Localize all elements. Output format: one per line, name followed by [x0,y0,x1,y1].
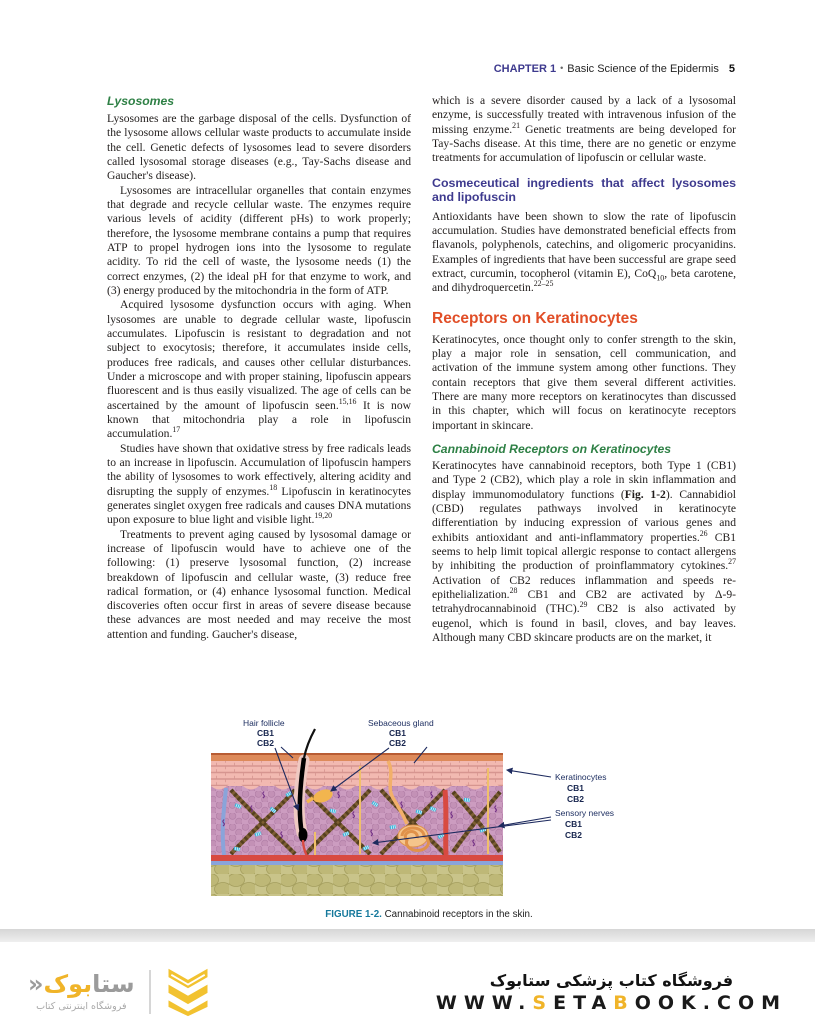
logo-text-gray: ستا [92,970,135,999]
url-segment-accent: B [613,991,635,1014]
paragraph: Keratinocytes, once thought only to confer strength to the skin, play a major role in sensation, cell communication, and activation of the immune system among other functions. They contain receptors that give them several different activities. There are many more receptors on keratinocytes than discussed in this chapter, which will focus on keratinocyte receptors important in skincare. [432,332,736,432]
logo-guillemet-mark: « [28,970,44,999]
paragraph: Lysosomes are the garbage disposal of the cells. Dysfunction of the lysosome allows cellular waste products to accumulate inside the cell. Genetic defects of lysosomes lead to severe disorders called lysosomal storage diseases (e.g., Tay-Sachs disease and Gaucher's disease). [107,112,411,183]
url-segment-accent: S [532,991,554,1014]
right-column [432,94,736,645]
footer-divider [149,970,151,1014]
label-hair-follicle: Hair follicle [243,718,285,728]
heading-receptors-on-keratinocytes: Receptors on Keratinocytes [432,309,638,327]
setabook-logo [28,972,135,1011]
setabook-logo-group [28,966,211,1018]
watermark-footer [0,960,815,1024]
page-number: 5 [728,63,735,75]
blood-vessel-red [445,790,446,855]
epidermis-layer [211,761,503,786]
label-sensory-nerves-cb2: CB2 [565,830,583,840]
url-segment: WWW. [435,991,533,1014]
store-title: فروشگاه کتاب پزشکی ستابوک [489,970,734,990]
heading-lysosomes: Lysosomes [107,94,175,108]
logo-text-yellow: بوک [43,970,93,999]
site-block [436,971,787,1014]
paragraph: Treatments to prevent aging caused by lysosomal damage or increase of lipofuscin would have to achieve one of the following: (1) preserve lysosomal function, (2) increase breakdown of lipofuscin and cellular waste, (3) reduce free radical formation, or (4) enhance lysosomal function. Medical discoveries often occur first in areas of severe disease because these advances are most needed and may receive the most attention and funding. Gaucher's disease, [107,527,411,641]
label-hair-follicle-cb1: CB1 [257,728,275,738]
figure-caption-text: Cannabinoid receptors in the skin. [381,909,533,920]
label-keratinocytes-cb1: CB1 [567,783,585,793]
label-sebaceous-gland-cb2: CB2 [389,738,407,748]
page-header [494,63,735,75]
paragraph: Keratinocytes have cannabinoid receptors, both Type 1 (CB1) and Type 2 (CB2), which play a role in skin inflammation and display immunomodulatory functions (Fig. 1-2). Cannabidiol (CBD) regulates pathways involved in keratinocyte differentiation by inducing expression of various genes and exhibits antioxidant and anti-inflammatory properties.$^{26}$ CB1 seems to help limit topical allergic response to contact allergens by inhibiting the production of proinflammatory cytokines.$^{27}$ Activation of CB2 reduces inflammation and speeds re-epithelialization.$^{28}$ CB1 and CB2 are activated by Δ-9-tetrahydrocannabinoid (THC).$^{29}$ CB2 is also activated by eugenol, which is found in basil, cloves, and bay leaves. Although many CBD skincare products are on the market, it [432,458,736,644]
paragraph: Antioxidants have been shown to slow the rate of lipofuscin accumulation. Studies have demonstrated beneficial effects from flavanols, polyphenols, catechins, and oligomeric procyanidins. Examples of ingredients that have been successful are grape seed extract, curcumin, tocopherol (vitamin E), CoQ$_{10}$, beta carotene, and dihydroquercetin.$^{22-25}$ [432,209,736,295]
paragraph: Studies have shown that oxidative stress by free radicals leads to an increase in lipofuscin. Accumulation of lipofuscin hampers the ability of lysosomes to work effectively, altering acidity and disrupting the supply of enzymes.$^{18}$ Lipofuscin in keratinocytes generates singlet oxygen free radicals and causes DNA mutations upon exposure to blue light and visible light.$^{19,20}$ [107,441,411,527]
skin-diagram-svg [203,714,655,906]
hair-bulb [299,828,308,842]
label-sensory-nerves: Sensory nerves [555,808,615,818]
setabook-logo-wordmark [28,972,135,997]
paragraph: Acquired lysosome dysfunction occurs with aging. When lysosomes are unable to degrade cellular waste, lipofuscin accumulates. Lipofuscin is resistant to degradation and not subject to exocytosis; therefore, it accumulates inside cells, produces free radicals, and causes other cellular disturbances. Under a microscope and with proper staining, lipofuscin appears fluorescent and is thus easily visualized. The age of cells can be ascertained by the amount of lipofuscin seen.$^{15,16}$ It is now known that mitochondria play a role in lipofuscin accumulation.$^{17}$ [107,298,411,441]
heading-cannabinoid-receptors: Cannabinoid Receptors on Keratinocytes [432,441,672,456]
url-segment: ETA [553,991,614,1014]
stratum-corneum-layer [211,754,503,761]
label-keratinocytes: Keratinocytes [555,772,607,782]
label-keratinocytes-cb2: CB2 [567,794,585,804]
header-title: Basic Science of the Epidermis [567,63,719,75]
website-url [436,992,787,1014]
label-sebaceous-gland-cb1: CB1 [389,728,407,738]
figure-caption-label: FIGURE 1-2. [325,909,382,920]
paragraph: Lysosomes are intracellular organelles that contain enzymes that degrade and recycle cellular waste. The enzymes require various levels of acidity (different pHs) to work properly; therefore, the lysosome membrane contains a pump that requires ATP to propel hydrogen ions into the lysosome to regulate acidity. To rid the cell of waste, the lysosome needs (1) the correct enzymes, (2) the ideal pH for that enzyme to work, and (3) energy produced by the mitochondria in the form of ATP. [107,183,411,297]
subcutaneous-fat-layer [211,865,503,896]
left-column [107,94,411,642]
chapter-label: CHAPTER 1 [493,63,557,75]
scan-shadow-band [0,929,815,942]
figure-1-2 [203,714,655,906]
url-segment: OOK.COM [634,991,787,1014]
vascular-plexus-red [211,855,503,861]
paragraph: which is a severe disorder caused by a lack of a lysosomal enzyme, is successfully treated with intravenous infusion of the missing enzyme.$^{21}$ Genetic treatments are being developed for Tay-Sachs disease. At this time, there are no genetic or enzyme treatments for accumulation of lipofuscin or cellular waste. [432,94,736,165]
figure-caption [203,909,655,920]
heading-cosmeceutical: Cosmeceutical ingredients that affect lysosomes and lipofuscin [432,175,736,205]
label-sensory-nerves-cb1: CB1 [565,819,583,829]
vascular-plexus-blue [211,861,503,865]
book-chevron-icon [165,966,211,1018]
label-sebaceous-gland: Sebaceous gland [368,718,434,728]
label-hair-follicle-cb2: CB2 [257,738,275,748]
header-bullet: • [560,63,564,73]
logo-tagline: فروشگاه اینترنتی کتاب [36,1000,127,1012]
